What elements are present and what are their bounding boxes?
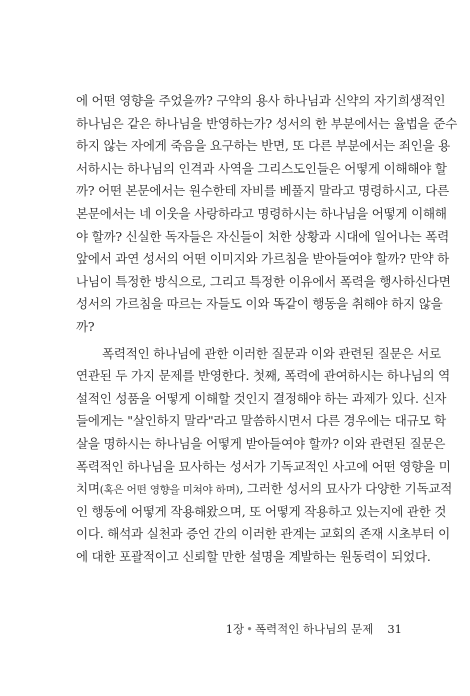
text-line: 연관된 두 가지 문제를 반영한다. 첫째, 폭력에 관여하시는 하나님의 역: [76, 368, 451, 384]
text-line: 에 대한 포괄적이고 신뢰할 만한 설명을 계발하는 원동력이 되었다.: [76, 548, 431, 564]
text-line: 성서의 가르침을 따르는 자들도 이와 똑같이 행동을 취해야 하지 않을: [76, 296, 443, 312]
text-line: 본문에서는 네 이웃을 사랑하라고 명령하시는 하나님을 어떻게 이해해: [76, 205, 447, 221]
running-footer: [0, 621, 402, 637]
text-line: 이다. 해석과 실천과 증언 간의 이러한 관계는 교회의 존재 시초부터 이: [76, 526, 451, 542]
text-line: 설적인 성품을 어떻게 이해할 것인지 결정해야 하는 과제가 있다. 신자: [76, 390, 447, 406]
text-line-start: 치며: [76, 481, 100, 497]
text-line: 인 행동에 어떻게 작용해왔으며, 또 어떻게 작용하고 있는지에 관한 것: [76, 503, 447, 519]
paragraph-1: [76, 90, 458, 339]
text-line: 앞에서 과연 성서의 어떤 이미지와 가르침을 받아들여야 할까? 만약 하: [76, 251, 449, 267]
text-line: [76, 478, 453, 501]
chapter-label: 1장: [225, 622, 245, 636]
paragraph-2: [76, 343, 453, 569]
text-line: 폭력적인 하나님을 묘사하는 성서가 기독교적인 사고에 어떤 영향을 미: [76, 458, 451, 474]
body-text: [76, 90, 458, 568]
text-line: 까? 어떤 본문에서는 원수한테 자비를 베풀지 말라고 명령하시고, 다른: [76, 183, 449, 199]
text-line: 까?: [76, 318, 95, 334]
text-line: 하지 않는 자에게 죽음을 요구하는 반면, 또 다른 부분에서는 죄인을 용: [76, 138, 451, 154]
text-line: 들에게는 "살인하지 말라"라고 말씀하시면서 다른 경우에는 대규모 학: [76, 413, 447, 429]
text-line: 서하시는 하나님의 인격과 사역을 그리스도인들은 어떻게 이해해야 할: [76, 160, 447, 176]
parenthetical-note: (혹은 어떤 영향을 미쳐야 하며): [99, 484, 240, 497]
text-line: 살을 명하시는 하나님을 어떻게 받아들여야 할까? 이와 관련된 질문은: [76, 435, 446, 451]
text-line: 에 어떤 영향을 주었을까? 구약의 용사 하나님과 신약의 자기희생적인: [76, 93, 446, 108]
text-line: 야 할까? 신실한 독자들은 자신들이 처한 상황과 시대에 일어나는 폭력: [76, 228, 449, 244]
page-number: 31: [387, 622, 402, 636]
footer-separator: •: [246, 622, 253, 636]
text-line: 폭력적인 하나님에 관한 이러한 질문과 이와 관련된 질문은 서로: [102, 345, 441, 361]
text-line: 하나님은 같은 하나님을 반영하는가? 성서의 한 부분에서는 율법을 준수: [76, 115, 458, 131]
text-line: 나님이 특정한 방식으로, 그리고 특정한 이유에서 폭력을 행사하신다면: [76, 273, 451, 289]
chapter-title: 폭력적인 하나님의 문제: [254, 622, 374, 636]
text-line-rest: , 그러한 성서의 묘사가 다양한 기독교적: [239, 481, 453, 497]
